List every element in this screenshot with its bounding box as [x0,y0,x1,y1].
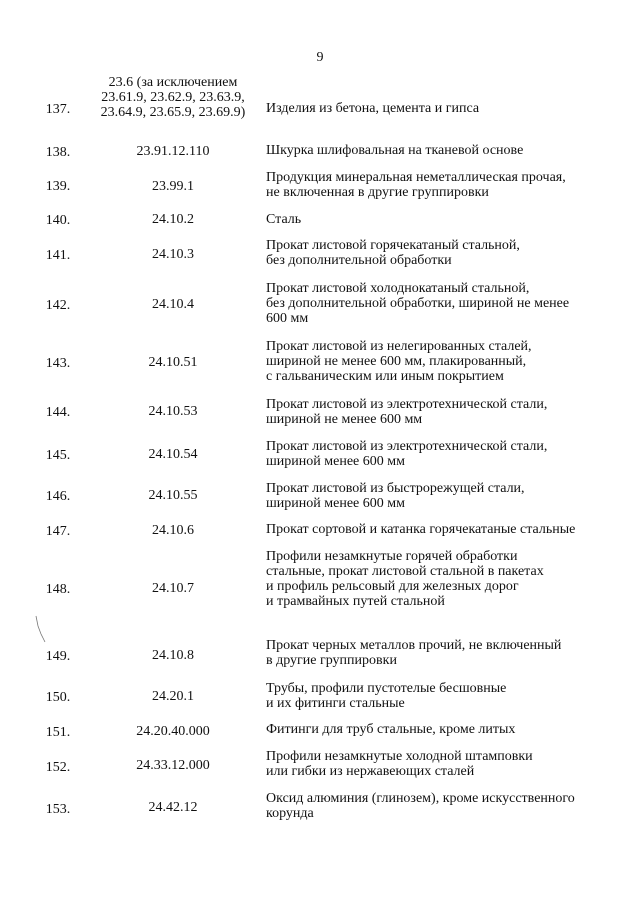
row-code: 24.10.53 [148,404,198,419]
row-number: 138. [45,145,71,160]
row-description: Продукция минеральная неметаллическая прочая, не включенная в другие группировки [266,170,566,200]
row-description: Профили незамкнутые горячей обработки стальные, прокат листовой стальной в пакетах и профиль рельсовый для железных дорог и трамвайных путей стальной [266,549,544,609]
row-description: Прокат листовой горячекатаный стальной, без дополнительной обработки [266,238,520,268]
row-number: 141. [45,248,71,263]
row-number: 145. [45,448,71,463]
row-description: Прокат листовой из нелегированных сталей, шириной не менее 600 мм, плакированный, с гальваническим или иным покрытием [266,339,532,384]
row-number: 139. [45,179,71,194]
row-code: 23.99.1 [152,179,194,194]
scan-artifact-mark [34,614,48,644]
row-code: 24.42.12 [148,800,198,815]
row-number: 152. [45,760,71,775]
row-number: 150. [45,690,71,705]
row-code: 24.10.4 [152,297,194,312]
row-number: 148. [45,582,71,597]
row-code: 24.10.51 [148,355,198,370]
row-number: 146. [45,489,71,504]
row-code: 24.10.8 [152,648,194,663]
row-number: 144. [45,405,71,420]
row-description: Сталь [266,212,302,227]
row-description: Изделия из бетона, цемента и гипса [266,101,480,116]
row-code: 24.10.2 [152,212,194,227]
row-number: 153. [45,802,71,817]
row-code: 23.6 (за исключением 23.61.9, 23.62.9, 23.63.9, 23.64.9, 23.65.9, 23.69.9) [100,75,246,120]
row-description: Оксид алюминия (глинозем), кроме искусственного корунда [266,791,575,821]
row-description: Прокат сортовой и катанка горячекатаные стальные [266,522,576,537]
row-description: Прокат листовой холоднокатаный стальной, без дополнительной обработки, шириной не менее 600 мм [266,281,570,326]
row-number: 151. [45,725,71,740]
row-number: 140. [45,213,71,228]
row-description: Прокат листовой из электротехнической стали, шириной менее 600 мм [266,439,548,469]
row-code: 24.10.54 [148,447,198,462]
row-number: 143. [45,356,71,371]
row-code: 24.33.12.000 [136,758,210,773]
row-code: 24.20.40.000 [136,724,210,739]
row-description: Фитинги для труб стальные, кроме литых [266,722,516,737]
row-number: 147. [45,524,71,539]
row-number: 142. [45,298,71,313]
page-number: 9 [316,50,324,65]
row-code: 24.10.6 [152,523,194,538]
row-number: 137. [45,102,71,117]
row-code: 24.20.1 [152,689,194,704]
row-description: Прокат листовой из быстрорежущей стали, шириной менее 600 мм [266,481,525,511]
row-description: Прокат листовой из электротехнической стали, шириной не менее 600 мм [266,397,548,427]
row-description: Прокат черных металлов прочий, не включенный в другие группировки [266,638,562,668]
row-description: Профили незамкнутые холодной штамповки или гибки из нержавеющих сталей [266,749,533,779]
row-code: 24.10.7 [152,581,194,596]
row-description: Шкурка шлифовальная на тканевой основе [266,143,524,158]
row-code: 24.10.55 [148,488,198,503]
row-description: Трубы, профили пустотелые бесшовные и их фитинги стальные [266,681,507,711]
row-code: 23.91.12.110 [136,144,210,159]
row-code: 24.10.3 [152,247,194,262]
row-number: 149. [45,649,71,664]
